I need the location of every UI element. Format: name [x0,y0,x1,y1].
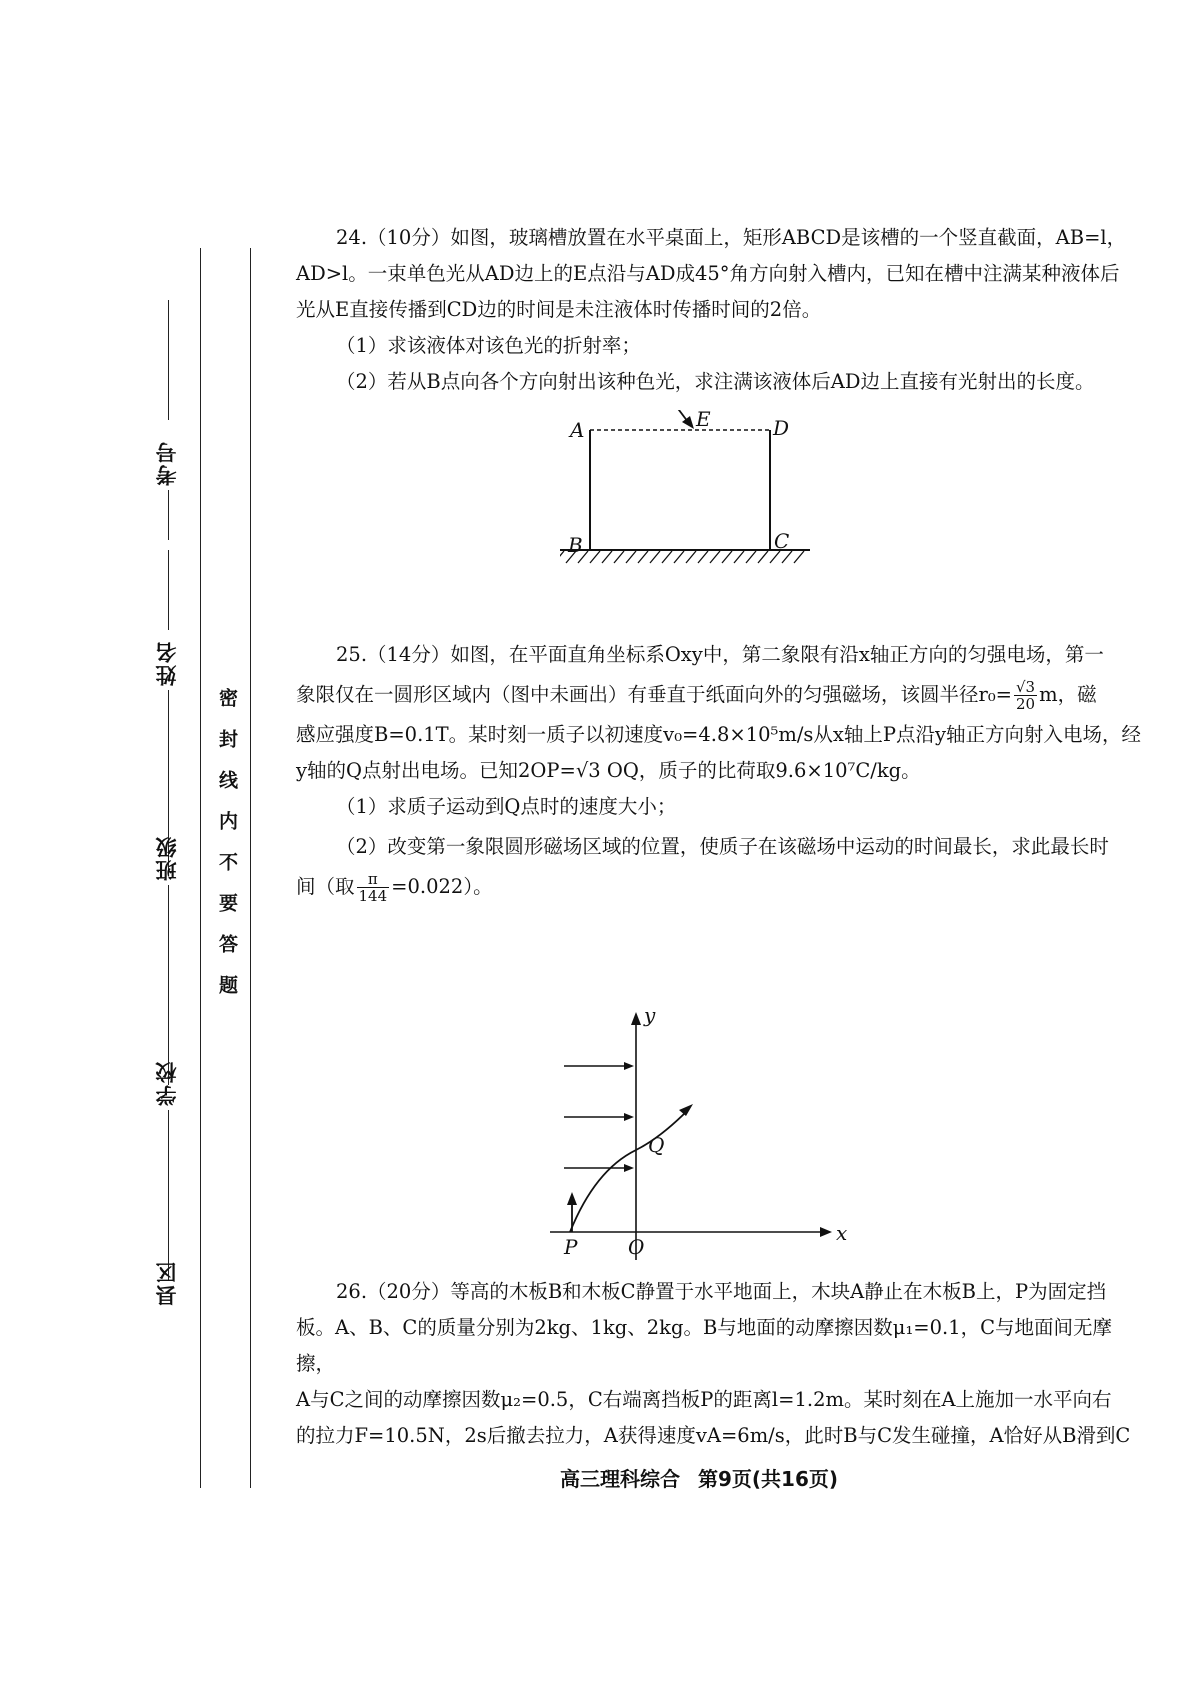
label-y: y [644,1003,656,1027]
radius-denominator: 20 [1015,695,1036,713]
name-line [168,550,169,630]
q25-part-1: （1）求质子运动到Q点时的速度大小； [336,795,677,818]
q24-line-3: 光从E直接传播到CD边的时间是未注液体时传播时间的2倍。 [296,298,822,321]
q24-line-2: AD>l。一束单色光从AD边上的E点沿与AD成45°角方向射入槽内，已知在槽中注满某种液体后 [296,262,1120,285]
q25-part-2-cont [296,869,1144,905]
exam-number-label: 考号 [155,440,179,486]
pi-fraction [357,871,390,904]
footer-page-number: 第9页(共16页) [698,1467,839,1491]
q25-line-1: 25.（14分）如图，在平面直角坐标系Oxy中，第二象限有沿x轴正方向的匀强电场，第一 [336,643,1104,666]
label-d: D [773,416,790,440]
q24-line-1: 24.（10分）如图，玻璃槽放置在水平桌面上，矩形ABCD是该槽的一个竖直截面，AB=l， [336,226,1127,249]
q24-figure [560,410,860,585]
q25-part-2-cont-a: 间（取 [296,875,355,898]
page-footer [560,1463,856,1492]
binding-margin [120,300,180,1460]
label-o: O [628,1235,645,1259]
radius-fraction [1014,679,1037,712]
class-label: 班级 [155,835,179,881]
footer-subject: 高三理科综合 [560,1467,680,1491]
exam-number-field [120,300,180,540]
electric-field-lines [564,1066,628,1168]
question-26 [296,1274,1144,1454]
question-24 [296,220,1144,400]
label-a: A [570,418,585,442]
q25-line-2 [296,677,1144,713]
pi-numerator: π [357,871,390,888]
pi-denominator: 144 [358,887,388,905]
q25-line-4: y轴的Q点射出电场。已知2OP=√3 OQ，质子的比荷取9.6×10⁷C/kg。 [296,759,921,782]
class-line [168,885,169,1085]
school-label: 学校 [155,1060,179,1106]
school-field [120,1060,180,1160]
label-b: B [568,533,583,557]
y-axis-arrowhead [631,1012,641,1025]
district-field [120,1260,180,1340]
q25-figure [550,1000,880,1265]
label-x: x [836,1221,848,1245]
class-field [120,835,180,935]
q24-part-2: （2）若从B点向各个方向射出该种色光，求注满该液体后AD边上直接有光射出的长度。 [336,370,1095,393]
label-e: E [696,410,711,431]
seal-line-right [250,248,251,1488]
trajectory-arrowhead [679,1104,693,1116]
q26-line-4: 的拉力F=10.5N，2s后撤去拉力，A获得速度vA=6m/s，此时B与C发生碰撞，A恰好从B滑到C [296,1424,1131,1447]
name-field [120,550,180,730]
seal-notice: 密封线内不要答题 [216,688,238,1016]
q25-line-2-b: m，磁 [1039,683,1097,706]
exam-number-line-lower [168,490,169,540]
q26-line-2: 板。A、B、C的质量分别为2kg、1kg、2kg。B与地面的动摩擦因数μ₁=0.1，C与地面间无摩擦， [296,1316,1113,1375]
radius-numerator: √3 [1015,678,1036,696]
name-label: 姓名 [155,640,179,686]
q26-line-1: 26.（20分）等高的木板B和木板C静置于水平地面上，木块A静止在木板B上，P为固定挡 [336,1280,1107,1303]
exam-number-line [168,300,169,420]
ground-hatching [560,551,804,563]
label-c: C [774,529,790,553]
q25-part-2-cont-b: =0.022）。 [391,875,493,898]
initial-velocity-arrowhead [567,1192,577,1205]
incident-ray-arrowhead [682,416,694,429]
q25-line-2-a: 象限仅在一圆形区域内（图中未画出）有垂直于纸面向外的匀强磁场，该圆半径r₀= [296,683,1012,706]
district-label: 县区 [155,1260,179,1306]
q25-line-3: 感应强度B=0.1T。某时刻一质子以初速度v₀=4.8×10⁵m/s从x轴上P点沿y轴正方向射入电场，经 [296,723,1142,746]
label-p: P [564,1235,578,1259]
school-line [168,1110,169,1280]
q26-line-3: A与C之间的动摩擦因数μ₂=0.5，C右端离挡板P的距离l=1.2m。某时刻在A上施加一水平向右 [296,1388,1112,1411]
question-25 [296,637,1144,905]
seal-line-left [200,248,201,1488]
q25-part-2: （2）改变第一象限圆形磁场区域的位置，使质子在该磁场中运动的时间最长，求此最长时 [336,835,1109,858]
proton-trajectory [570,1110,688,1232]
label-q: Q [648,1133,665,1157]
q24-part-1: （1）求该液体对该色光的折射率； [336,334,641,357]
x-axis-arrowhead [820,1227,832,1237]
